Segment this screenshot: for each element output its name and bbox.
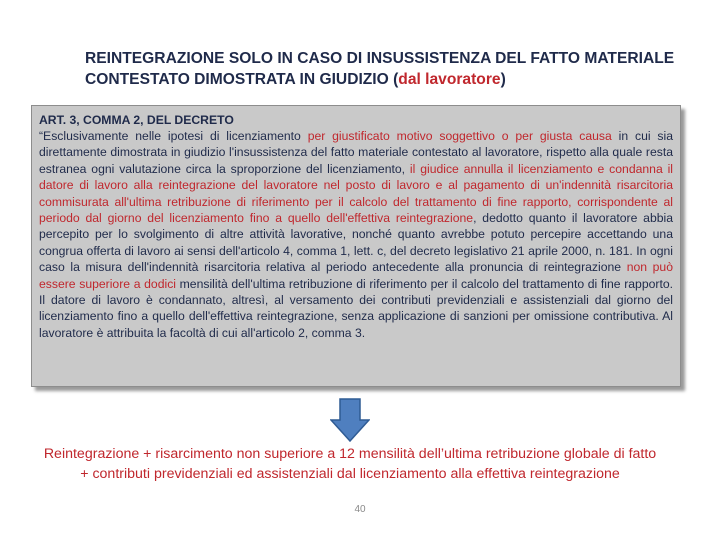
title-text: REINTEGRAZIONE SOLO IN CASO DI INSUSSISTENZA DEL FATTO MATERIALE CONTESTATO DIMOSTRATA IN GIUDIZIO (: [85, 50, 675, 88]
quote-highlight: per giustificato motivo soggettivo o per giusta causa: [307, 129, 612, 143]
title-highlight: dal lavoratore: [398, 71, 501, 88]
title-closing: ): [500, 71, 506, 88]
article-heading: ART. 3, COMMA 2, DEL DECRETO: [39, 113, 234, 127]
slide-title: [85, 48, 695, 90]
article-quote-box: [31, 105, 681, 387]
down-arrow-icon: [330, 398, 370, 442]
quote-segment: , dedotto quanto il lavoratore abbia percepito per lo svolgimento di altre attività lavorative, nonché quanto avrebbe potuto percepire accettando una congrua offerta di lavoro ai sensi dell'articolo 4, comma 1, lett. c, del decreto legislativo 21 aprile 2000, n. 181. In ogni caso la misura dell'indennità risarcitoria relativa al periodo antecedente alla pronuncia di reintegrazione: [39, 211, 673, 275]
quote-segment: “Esclusivamente nelle ipotesi di licenziamento: [39, 129, 308, 143]
quote-segment: in cui sia direttamente dimostrata in giudizio l'insussistenza del fatto materiale contestato al lavoratore, rispetto alla quale resta estranea ogni valutazione circa la sproporzione del licenziamento,: [39, 129, 673, 176]
article-text: [39, 128, 673, 341]
conclusion-text: Reintegrazione + risarcimento non superiore a 12 mensilità dell’ultima retribuzione globale di fatto + contributi previdenziali ed assistenziali dal licenziamento alla effettiva reintegrazione: [43, 446, 657, 482]
page-number: 40: [354, 504, 366, 515]
quote-highlight: non può essere superiore a dodici: [39, 260, 673, 291]
quote-highlight: il giudice annulla il licenziamento e condanna il datore di lavoro alla reintegrazione del lavoratore nel posto di lavoro e al pagamento di un'indennità risarcitoria commisurata all'ultima retribuzione di riferimento per il calcolo del trattamento di fine rapporto, corrispondente al periodo dal giorno del licenziamento fino a quello dell'effettiva reintegrazione: [39, 161, 674, 226]
quote-segment: mensilità dell'ultima retribuzione di riferimento per il calcolo del trattamento di fine rapporto. Il datore di lavoro è condannato, altresì, al versamento dei contributi previdenziali e assistenziali dal giorno del licenziamento fino a quello dell'effettiva reintegrazione, senza applicazione di sanzioni per omissione contributiva. Al lavoratore è attribuita la facoltà di cui all'articolo 2, comma 3.: [39, 276, 673, 340]
